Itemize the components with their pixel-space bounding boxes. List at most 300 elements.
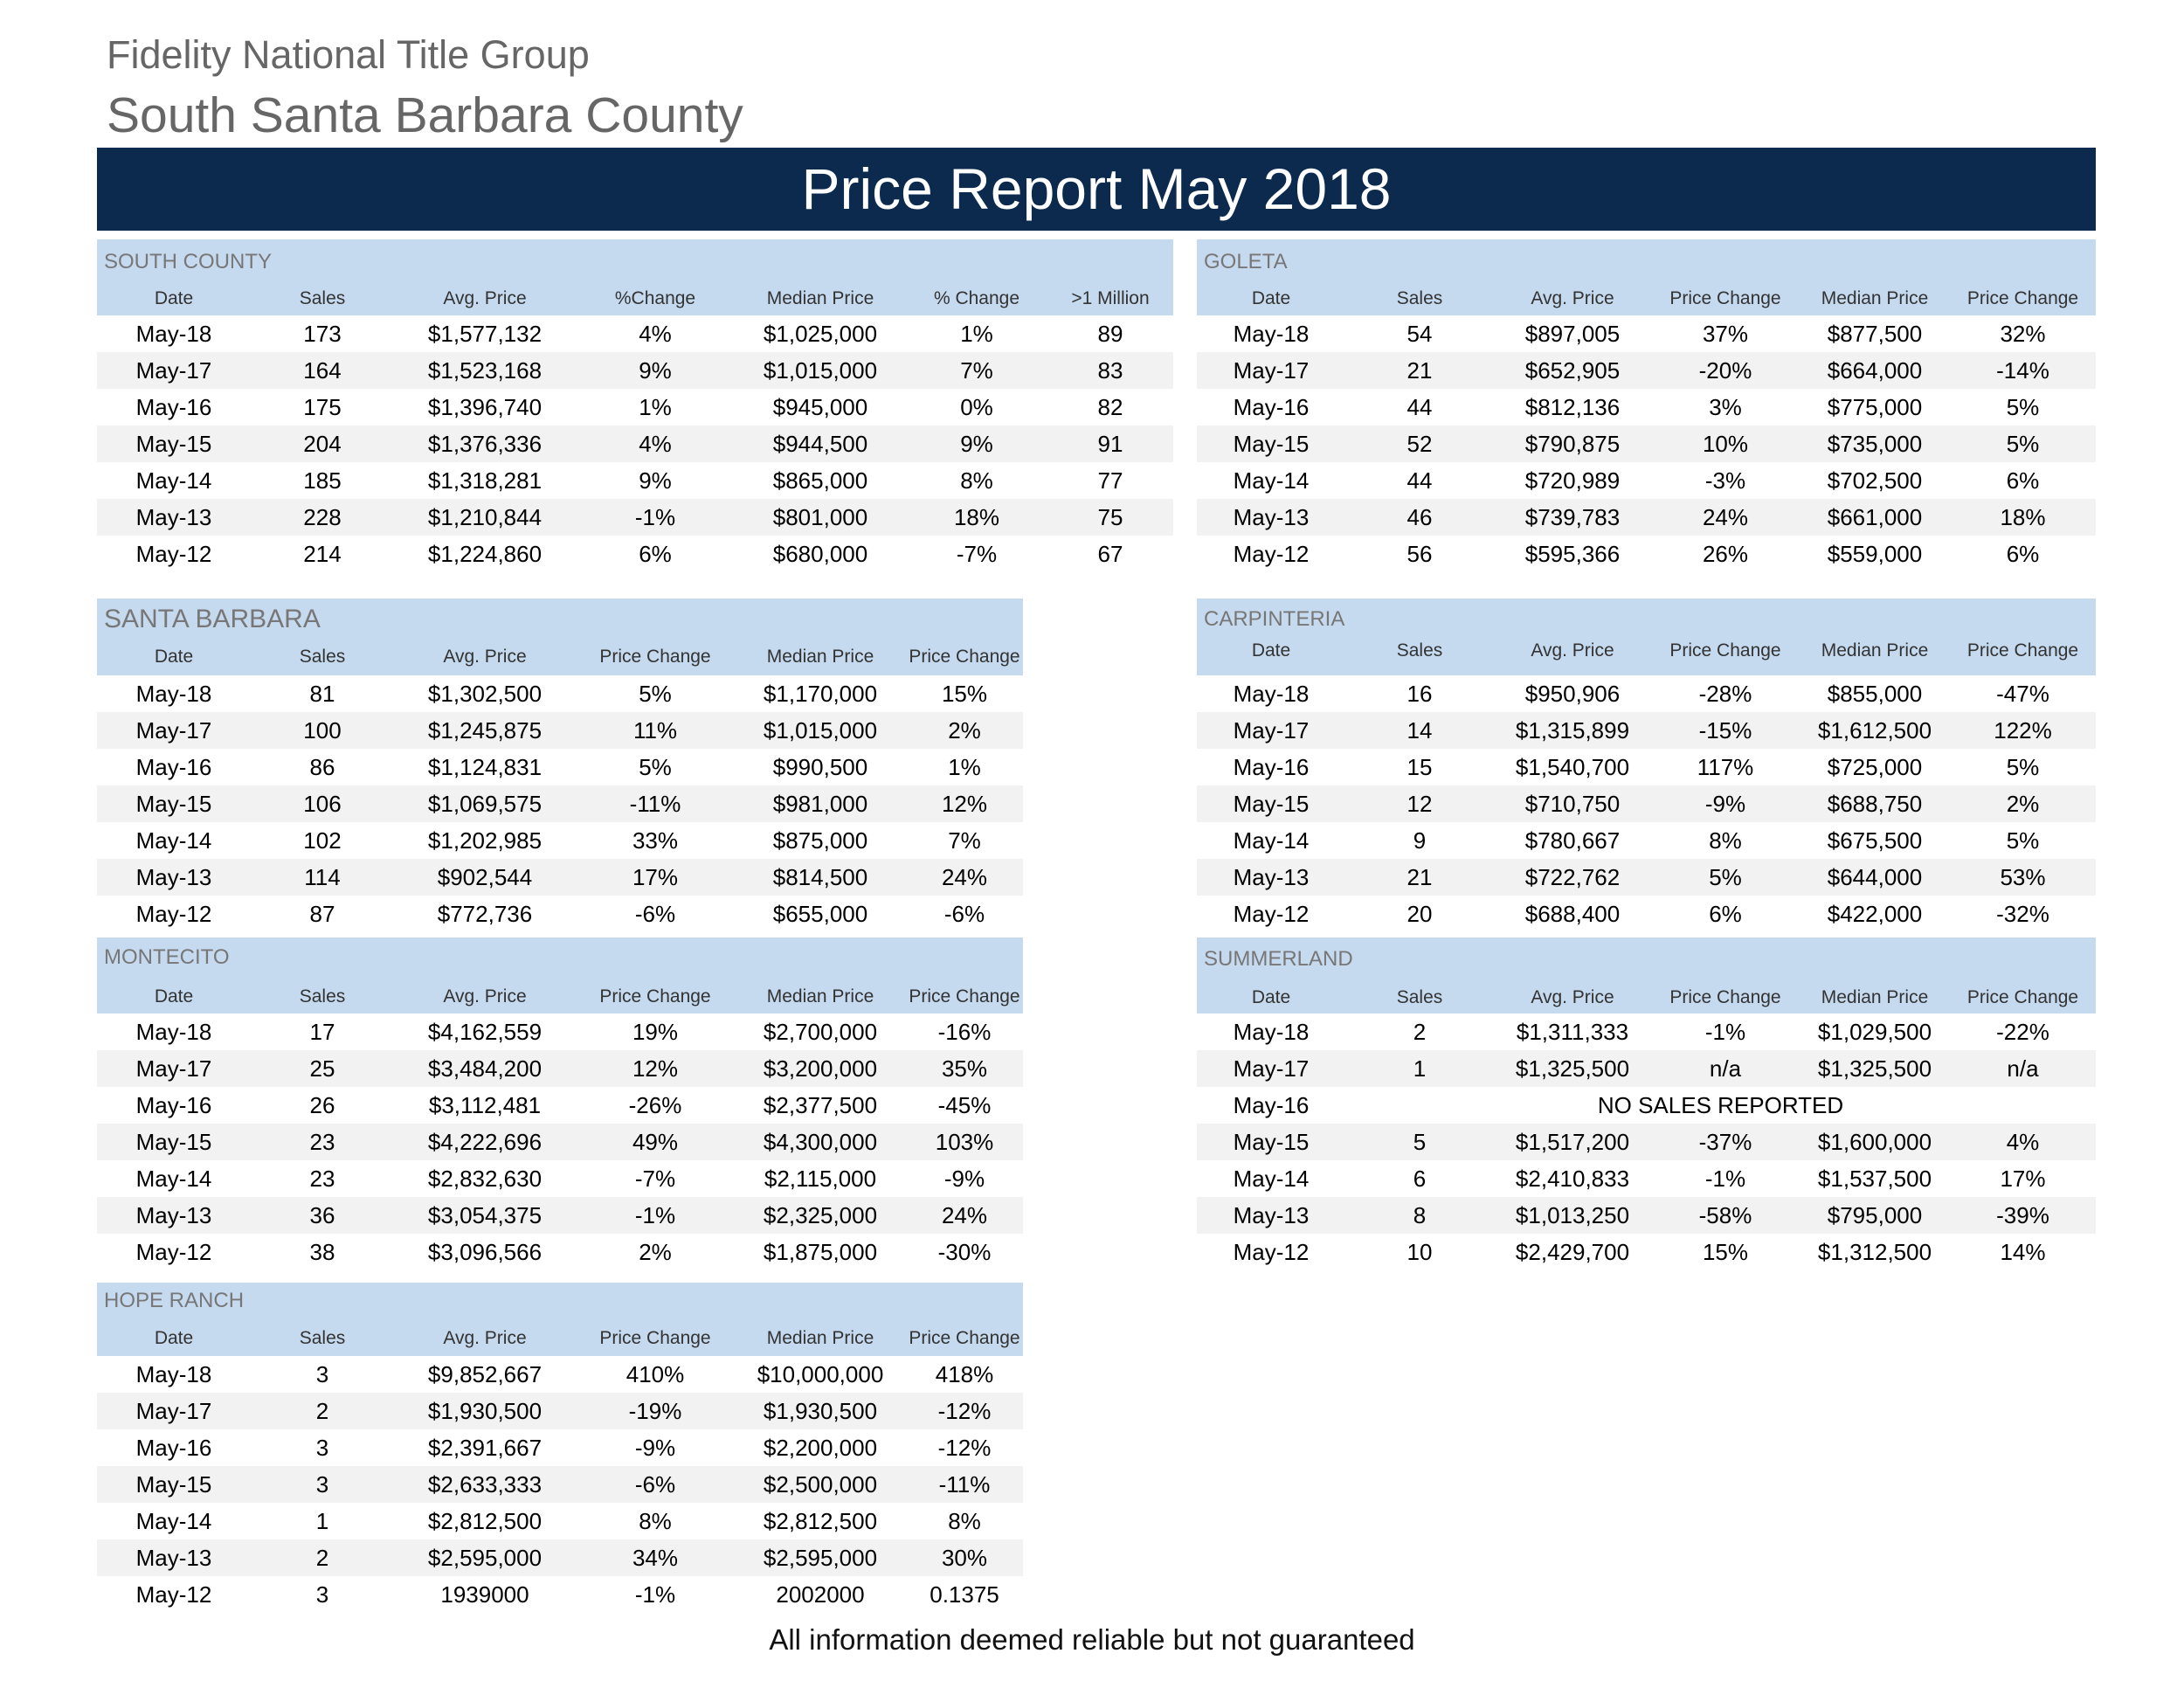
table-cell: $1,315,899	[1515, 716, 1630, 744]
table-row	[97, 536, 1173, 572]
table-cell: n/a	[1709, 1055, 1742, 1082]
table-cell: 23	[309, 1128, 335, 1155]
table-cell: 1	[315, 1507, 329, 1534]
column-header: Price Change	[909, 986, 1020, 1007]
table-row	[97, 749, 1023, 785]
column-header: Avg. Price	[1531, 987, 1614, 1007]
table-row	[1197, 712, 2096, 749]
table-cell: May-17	[135, 1397, 212, 1424]
table-cell: May-12	[135, 1238, 212, 1265]
table-row	[97, 499, 1173, 536]
table-row	[97, 315, 1173, 352]
table-row	[97, 1576, 1023, 1613]
table-cell: 5%	[1709, 863, 1742, 890]
table-row	[97, 1160, 1023, 1197]
company-name: Fidelity National Title Group	[107, 32, 590, 77]
table-cell: $1,875,000	[763, 1238, 878, 1265]
table-cell: $2,429,700	[1515, 1238, 1630, 1265]
table-cell: 6	[1413, 1165, 1427, 1192]
table-cell: $855,000	[1827, 680, 1923, 707]
table-cell: -9%	[634, 1434, 676, 1461]
table-cell: 164	[303, 356, 342, 384]
table-cell: -26%	[628, 1091, 682, 1118]
table-cell: -39%	[1996, 1201, 2049, 1228]
table-cell: 4%	[639, 430, 672, 457]
table-cell: May-13	[135, 503, 212, 530]
table-cell: 1%	[960, 320, 993, 347]
table-row	[1197, 896, 2096, 932]
table-cell: 10	[1406, 1238, 1433, 1265]
table-row	[97, 896, 1023, 932]
table-cell: $1,396,740	[427, 393, 543, 420]
table-cell: 103%	[935, 1128, 994, 1155]
table-cell: $644,000	[1827, 863, 1923, 890]
table-cell: $2,595,000	[427, 1544, 543, 1571]
table-cell: May-15	[1233, 430, 1310, 457]
table-cell: May-16	[135, 1434, 212, 1461]
table-cell: 1	[1413, 1055, 1427, 1082]
table-cell: 24%	[941, 863, 988, 890]
table-cell: 38	[309, 1238, 335, 1265]
table-cell: $1,577,132	[427, 320, 543, 347]
table-cell: $1,325,500	[1515, 1055, 1630, 1082]
table-cell: 5%	[639, 680, 672, 707]
table-cell: $1,069,575	[427, 790, 543, 817]
table-title: SOUTH COUNTY	[104, 250, 272, 273]
table-cell: 14%	[2000, 1238, 2046, 1265]
table-cell: -30%	[937, 1238, 992, 1265]
table-cell: 33%	[632, 827, 679, 854]
table-cell: 173	[303, 320, 342, 347]
table-cell: May-17	[1233, 1055, 1310, 1082]
table-cell: 102	[303, 827, 342, 854]
table-cell: 2%	[639, 1238, 672, 1265]
disclaimer: All information deemed reliable but not guaranteed	[769, 1623, 1415, 1656]
table-cell: $1,302,500	[427, 680, 543, 707]
table-cell: 6%	[2006, 540, 2040, 567]
table-cell: $1,930,500	[427, 1397, 543, 1424]
column-header: Median Price	[766, 1328, 874, 1348]
table-cell: -58%	[1698, 1201, 1752, 1228]
table-cell: 12	[1406, 790, 1433, 817]
table-row	[1197, 1197, 2096, 1234]
table-row	[1197, 352, 2096, 389]
table-row	[1197, 1087, 2096, 1124]
table-row	[1197, 1124, 2096, 1160]
column-header: Sales	[299, 647, 346, 667]
table-montecito	[97, 937, 1023, 1270]
table-row	[97, 1539, 1023, 1576]
table-cell: $775,000	[1827, 393, 1923, 420]
table-cell: May-18	[135, 1018, 212, 1045]
no-sales-note: NO SALES REPORTED	[1597, 1091, 1844, 1118]
table-cell: 75	[1097, 503, 1123, 530]
table-header	[1197, 937, 2096, 1013]
column-header: Median Price	[1821, 640, 1929, 661]
table-cell: $1,015,000	[763, 716, 878, 744]
column-header: Price Change	[1669, 987, 1781, 1007]
table-row	[97, 1393, 1023, 1429]
table-row	[97, 389, 1173, 425]
table-cell: $1,170,000	[763, 680, 878, 707]
table-cell: 2	[315, 1397, 329, 1424]
table-cell: -3%	[1704, 467, 1746, 494]
column-header: Date	[154, 647, 194, 667]
table-row	[1197, 315, 2096, 352]
table-cell: 3%	[1709, 393, 1742, 420]
table-hope-ranch	[97, 1283, 1023, 1613]
table-row	[1197, 859, 2096, 896]
column-header: Sales	[299, 288, 346, 308]
column-header: Date	[1251, 288, 1291, 308]
table-cell: 15	[1406, 753, 1433, 780]
table-cell: $1,312,500	[1817, 1238, 1932, 1265]
table-cell: $1,202,985	[427, 827, 543, 854]
table-cell: -16%	[937, 1018, 992, 1045]
table-cell: $814,500	[772, 863, 868, 890]
table-row	[97, 1013, 1023, 1050]
table-cell: May-13	[135, 1544, 212, 1571]
table-row	[97, 1124, 1023, 1160]
table-cell: $2,200,000	[763, 1434, 878, 1461]
table-cell: $1,517,200	[1515, 1128, 1630, 1155]
column-header: %Change	[614, 288, 696, 308]
column-header: Date	[1251, 640, 1291, 661]
table-cell: 5%	[2006, 430, 2040, 457]
table-cell: $990,500	[772, 753, 868, 780]
table-cell: 228	[303, 503, 342, 530]
column-header: Sales	[299, 986, 346, 1007]
table-cell: $790,875	[1524, 430, 1621, 457]
table-cell: $10,000,000	[757, 1360, 884, 1387]
table-cell: 24%	[1702, 503, 1749, 530]
table-cell: 16	[1406, 680, 1433, 707]
table-cell: $1,318,281	[427, 467, 543, 494]
table-santa-barbara	[97, 598, 1023, 932]
table-cell: May-15	[135, 1470, 212, 1498]
column-header: Median Price	[766, 647, 874, 667]
table-cell: -1%	[634, 1581, 676, 1608]
table-cell: 18%	[953, 503, 1000, 530]
table-row	[1197, 389, 2096, 425]
table-row	[1197, 462, 2096, 499]
table-row	[97, 1050, 1023, 1087]
table-summerland	[1197, 937, 2096, 1270]
table-cell: 2	[315, 1544, 329, 1571]
table-cell: 17%	[632, 863, 679, 890]
column-header: Price Change	[599, 647, 711, 667]
column-header: Price Change	[1966, 987, 2079, 1007]
table-cell: 24%	[941, 1201, 988, 1228]
table-cell: $2,115,000	[764, 1165, 877, 1192]
table-cell: -1%	[634, 1201, 676, 1228]
table-cell: 5%	[639, 753, 672, 780]
table-row	[97, 1503, 1023, 1539]
table-cell: $720,989	[1524, 467, 1621, 494]
table-cell: May-13	[1233, 863, 1310, 890]
table-cell: May-12	[135, 540, 212, 567]
table-body	[97, 675, 1023, 932]
table-cell: 8%	[948, 1507, 981, 1534]
table-cell: -1%	[1704, 1165, 1746, 1192]
table-header	[97, 1283, 1023, 1356]
table-row	[97, 462, 1173, 499]
table-cell: 5%	[2006, 753, 2040, 780]
table-title: GOLETA	[1204, 250, 1288, 273]
table-cell: -11%	[938, 1470, 991, 1498]
column-header: Price Change	[1669, 288, 1781, 308]
table-cell: 9%	[639, 467, 672, 494]
table-row	[97, 675, 1023, 712]
table-cell: $2,812,500	[427, 1507, 543, 1534]
table-cell: -15%	[1698, 716, 1752, 744]
table-cell: 19%	[632, 1018, 679, 1045]
table-cell: 175	[303, 393, 342, 420]
table-cell: 20	[1406, 900, 1433, 927]
table-cell: $1,376,336	[427, 430, 543, 457]
table-cell: -19%	[628, 1397, 682, 1424]
table-cell: $735,000	[1827, 430, 1923, 457]
table-cell: May-15	[135, 430, 212, 457]
table-row	[97, 822, 1023, 859]
table-cell: $4,300,000	[763, 1128, 878, 1155]
table-cell: $2,700,000	[763, 1018, 878, 1045]
table-cell: May-12	[135, 900, 212, 927]
table-cell: May-16	[135, 753, 212, 780]
column-header: Price Change	[599, 1328, 711, 1348]
table-cell: $2,595,000	[763, 1544, 878, 1571]
table-row	[1197, 1160, 2096, 1197]
table-cell: 53%	[2000, 863, 2046, 890]
column-header: Sales	[1396, 640, 1443, 661]
table-cell: May-17	[135, 356, 212, 384]
table-cell: $1,540,700	[1515, 753, 1630, 780]
table-cell: $1,210,844	[427, 503, 543, 530]
table-cell: 30%	[941, 1544, 988, 1571]
table-row	[97, 425, 1173, 462]
table-cell: 3	[315, 1581, 329, 1608]
table-cell: 1939000	[440, 1581, 529, 1608]
table-cell: 4%	[2006, 1128, 2040, 1155]
table-cell: 2	[1413, 1018, 1427, 1045]
table-cell: May-15	[1233, 1128, 1310, 1155]
table-cell: $559,000	[1827, 540, 1923, 567]
table-cell: 44	[1406, 393, 1433, 420]
table-cell: 12%	[632, 1055, 679, 1082]
table-cell: May-16	[135, 393, 212, 420]
table-cell: 25	[309, 1055, 335, 1082]
table-cell: 2%	[2006, 790, 2040, 817]
table-row	[1197, 675, 2096, 712]
table-cell: 418%	[935, 1360, 994, 1387]
column-header: >1 Million	[1071, 288, 1150, 308]
table-cell: 7%	[948, 827, 981, 854]
table-cell: May-12	[1233, 540, 1310, 567]
table-row	[97, 1197, 1023, 1234]
table-cell: May-13	[135, 1201, 212, 1228]
table-title: SANTA BARBARA	[104, 605, 321, 633]
table-cell: 52	[1406, 430, 1433, 457]
table-cell: May-16	[1233, 393, 1310, 420]
table-cell: $2,832,630	[427, 1165, 543, 1192]
table-cell: 8%	[960, 467, 993, 494]
table-cell: 0%	[960, 393, 993, 420]
table-cell: 21	[1406, 863, 1433, 890]
table-cell: May-14	[135, 1165, 212, 1192]
table-body	[97, 1356, 1023, 1613]
table-cell: 54	[1406, 320, 1433, 347]
column-header: Avg. Price	[443, 986, 527, 1007]
table-cell: May-12	[135, 1581, 212, 1608]
column-header: Price Change	[1966, 640, 2079, 661]
table-cell: 3	[315, 1360, 329, 1387]
table-cell: 204	[303, 430, 342, 457]
table-cell: May-14	[1233, 827, 1310, 854]
table-cell: $1,224,860	[427, 540, 543, 567]
table-row	[1197, 749, 2096, 785]
table-cell: $944,500	[772, 430, 868, 457]
table-body	[97, 315, 1173, 572]
table-cell: $780,667	[1524, 827, 1621, 854]
table-row	[1197, 1013, 2096, 1050]
table-cell: $3,096,566	[427, 1238, 543, 1265]
table-cell: May-16	[1233, 753, 1310, 780]
table-cell: $1,025,000	[763, 320, 878, 347]
table-cell: 46	[1406, 503, 1433, 530]
table-cell: 56	[1406, 540, 1433, 567]
table-cell: $3,484,200	[427, 1055, 543, 1082]
table-carpinteria	[1197, 598, 2096, 932]
table-row	[97, 712, 1023, 749]
table-cell: $897,005	[1524, 320, 1621, 347]
column-header: Avg. Price	[443, 288, 527, 308]
column-header: Price Change	[909, 1328, 1020, 1348]
column-header: Price Change	[909, 647, 1020, 667]
table-cell: $422,000	[1827, 900, 1923, 927]
table-cell: 32%	[2000, 320, 2046, 347]
table-cell: $2,325,000	[763, 1201, 878, 1228]
table-cell: $812,136	[1524, 393, 1621, 420]
table-cell: May-13	[1233, 503, 1310, 530]
table-cell: -6%	[634, 900, 676, 927]
table-cell: 36	[309, 1201, 335, 1228]
table-cell: 122%	[1994, 716, 2052, 744]
table-row	[1197, 1050, 2096, 1087]
table-cell: 17%	[2000, 1165, 2046, 1192]
table-cell: 6%	[1709, 900, 1742, 927]
table-cell: -14%	[1996, 356, 2049, 384]
table-cell: May-12	[1233, 900, 1310, 927]
table-cell: 5%	[2006, 393, 2040, 420]
table-cell: $3,200,000	[763, 1055, 878, 1082]
table-header	[97, 598, 1023, 675]
table-cell: May-18	[1233, 320, 1310, 347]
table-cell: 34%	[632, 1544, 679, 1571]
table-cell: -11%	[629, 790, 681, 817]
table-cell: 67	[1097, 540, 1123, 567]
table-cell: 6%	[2006, 467, 2040, 494]
table-cell: $688,400	[1524, 900, 1621, 927]
table-cell: -12%	[937, 1434, 992, 1461]
column-header: % Change	[933, 288, 1020, 308]
table-cell: 0.1375	[930, 1581, 999, 1608]
table-cell: $1,245,875	[427, 716, 543, 744]
table-cell: $981,000	[772, 790, 868, 817]
column-header: Date	[1251, 987, 1291, 1007]
column-header: Avg. Price	[1531, 288, 1614, 308]
table-cell: $1,311,333	[1516, 1018, 1629, 1045]
table-cell: $1,325,500	[1817, 1055, 1932, 1082]
table-row	[97, 1429, 1023, 1466]
table-cell: $595,366	[1524, 540, 1621, 567]
table-cell: $795,000	[1827, 1201, 1923, 1228]
column-header: Sales	[1396, 288, 1443, 308]
table-cell: $722,762	[1524, 863, 1621, 890]
table-title: MONTECITO	[104, 945, 230, 969]
column-header: Price Change	[599, 986, 711, 1007]
table-cell: $675,500	[1827, 827, 1923, 854]
table-cell: $739,783	[1524, 503, 1621, 530]
table-cell: 21	[1406, 356, 1433, 384]
table-cell: 10%	[1702, 430, 1749, 457]
table-cell: May-14	[1233, 1165, 1310, 1192]
table-cell: $801,000	[772, 503, 868, 530]
table-cell: $680,000	[772, 540, 868, 567]
table-cell: -6%	[943, 900, 985, 927]
table-cell: -45%	[937, 1091, 992, 1118]
table-cell: 86	[309, 753, 335, 780]
table-cell: 1%	[948, 753, 981, 780]
table-cell: 77	[1097, 467, 1123, 494]
table-row	[1197, 536, 2096, 572]
table-cell: May-14	[1233, 467, 1310, 494]
table-cell: May-14	[135, 467, 212, 494]
column-header: Median Price	[1821, 987, 1929, 1007]
table-south-county	[97, 239, 1173, 572]
table-cell: -9%	[943, 1165, 985, 1192]
table-cell: 2%	[948, 716, 981, 744]
table-cell: -47%	[1996, 680, 2049, 707]
table-cell: $877,500	[1827, 320, 1923, 347]
table-cell: $652,905	[1524, 356, 1621, 384]
table-cell: 7%	[960, 356, 993, 384]
table-cell: n/a	[2007, 1055, 2039, 1082]
table-cell: 117%	[1697, 753, 1754, 780]
table-cell: May-12	[1233, 1238, 1310, 1265]
table-row	[97, 859, 1023, 896]
table-cell: $1,124,831	[427, 753, 543, 780]
table-cell: May-14	[135, 827, 212, 854]
table-title: SUMMERLAND	[1204, 947, 1353, 971]
table-row	[97, 785, 1023, 822]
table-header	[97, 239, 1173, 315]
column-header: Avg. Price	[443, 1328, 527, 1348]
table-header	[1197, 598, 2096, 675]
table-cell: 81	[309, 680, 335, 707]
table-title: CARPINTERIA	[1204, 607, 1345, 631]
table-cell: 9%	[639, 356, 672, 384]
table-cell: $710,750	[1524, 790, 1621, 817]
table-cell: $2,633,333	[427, 1470, 543, 1498]
table-cell: -22%	[1996, 1018, 2049, 1045]
table-cell: 3	[315, 1470, 329, 1498]
table-cell: $9,852,667	[427, 1360, 543, 1387]
table-cell: $4,162,559	[427, 1018, 543, 1045]
table-row	[97, 1466, 1023, 1503]
column-header: Avg. Price	[1531, 640, 1614, 661]
table-cell: $688,750	[1827, 790, 1923, 817]
table-cell: May-15	[135, 1128, 212, 1155]
